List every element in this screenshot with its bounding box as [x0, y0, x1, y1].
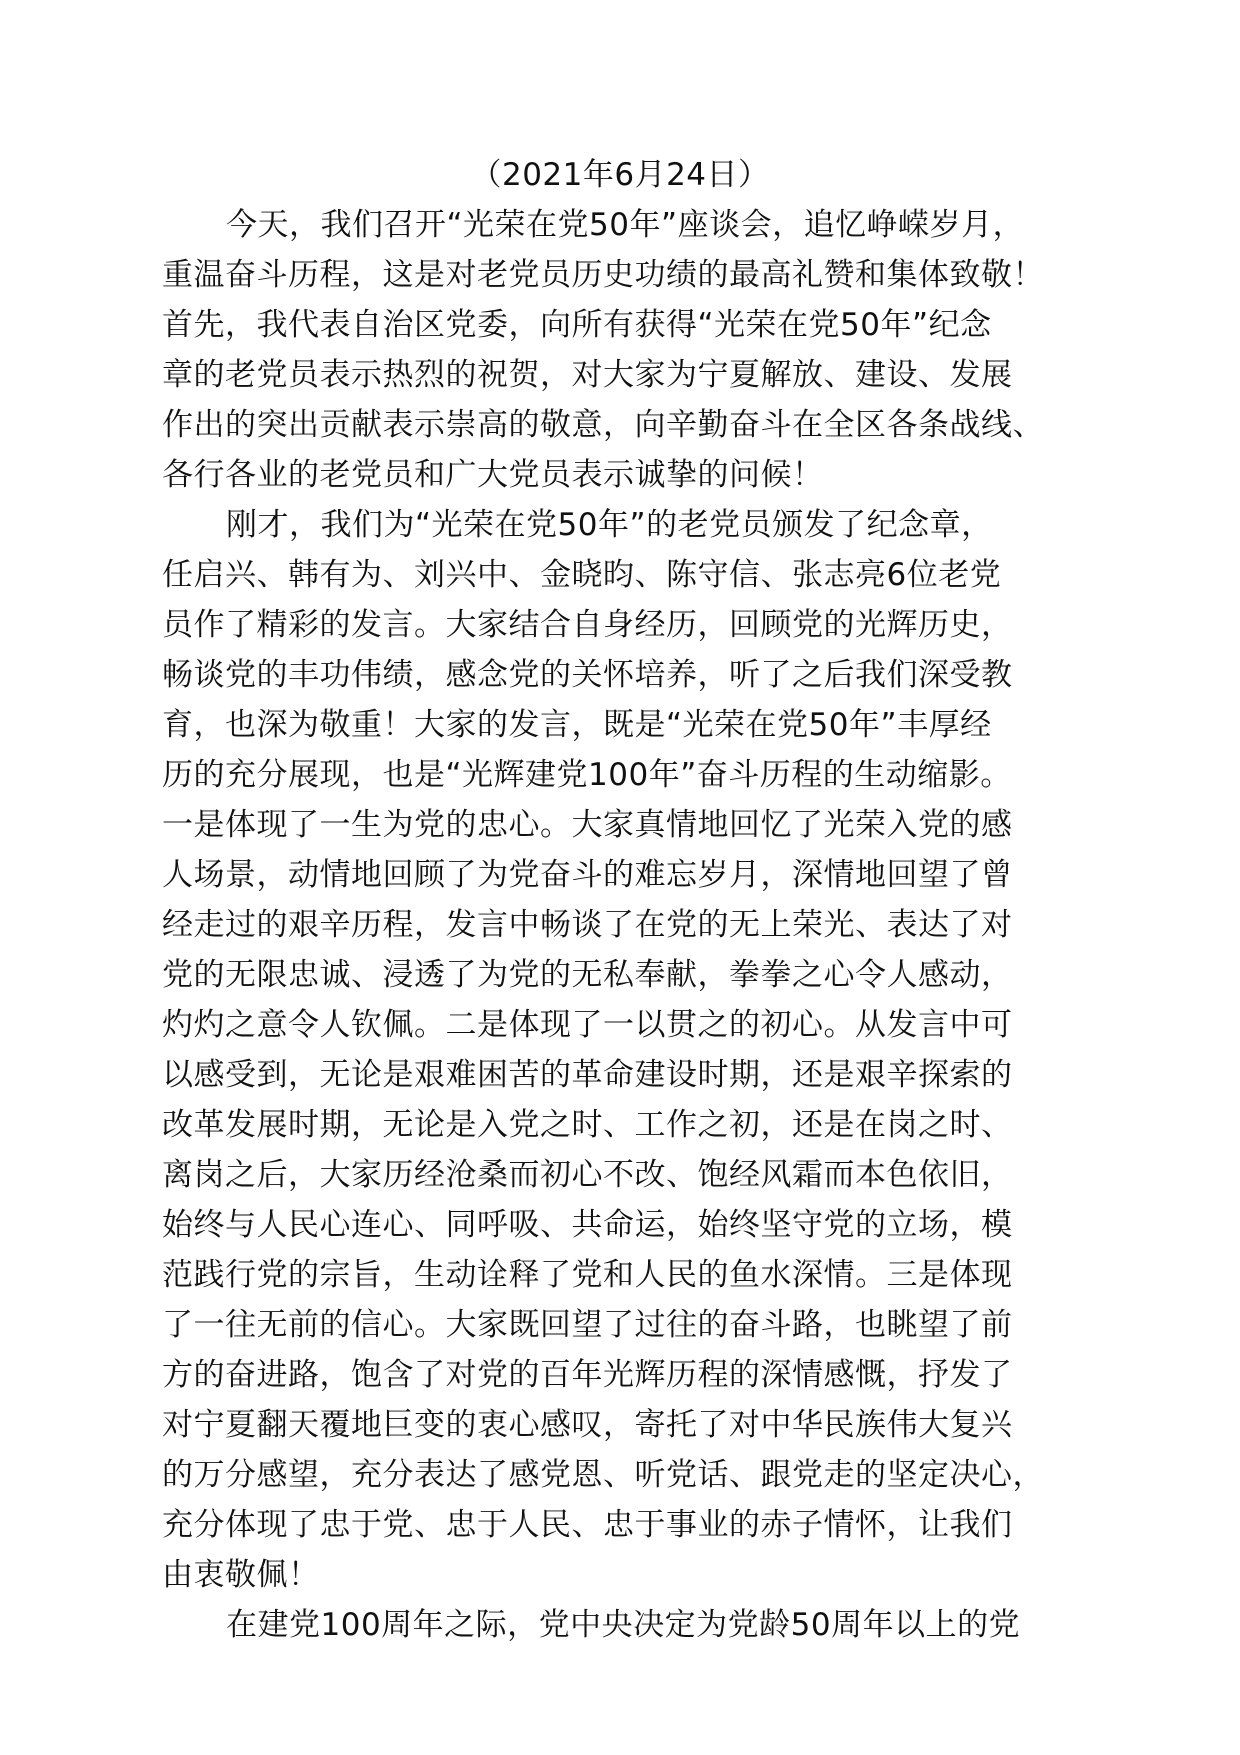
paragraph-2-line: 党的无限忠诚、浸透了为党的无私奉献，拳拳之心令人感动， [162, 957, 1013, 993]
paragraph-1-line: 今天，我们召开“光荣在党50年”座谈会，追忆峥嵘岁月， [226, 207, 1025, 243]
paragraph-1-line: 作出的突出贡献表示崇高的敬意，向辛勤奋斗在全区各条战线、 [162, 407, 1044, 443]
paragraph-1-line: 重温奋斗历程，这是对老党员历史功绩的最高礼赞和集体致敬！ [162, 257, 1044, 293]
paragraph-2-line: 由衷敬佩！ [162, 1557, 320, 1593]
paragraph-2-line: 育，也深为敬重！大家的发言，既是“光荣在党50年”丰厚经 [162, 707, 992, 743]
document-body [162, 200, 1092, 1650]
paragraph-2-line: 方的奋进路，饱含了对党的百年光辉历程的深情感慨，抒发了 [162, 1357, 1013, 1393]
paragraph-1-line: 各行各业的老党员和广大党员表示诚挚的问候！ [162, 457, 824, 493]
paragraph-2-line: 充分体现了忠于党、忠于人民、忠于事业的赤子情怀，让我们 [162, 1507, 1013, 1543]
paragraph-2-line: 改革发展时期，无论是入党之时、工作之初，还是在岗之时、 [162, 1107, 1013, 1143]
paragraph-2-line: 人场景，动情地回顾了为党奋斗的难忘岁月，深情地回望了曾 [162, 857, 1013, 893]
paragraph-2-line: 员作了精彩的发言。大家结合自身经历，回顾党的光辉历史， [162, 607, 1013, 643]
paragraph-2-line: 离岗之后，大家历经沧桑而初心不改、饱经风霜而本色依旧， [162, 1157, 1013, 1193]
paragraph-1-line: 首先，我代表自治区党委，向所有获得“光荣在党50年”纪念 [162, 307, 992, 343]
paragraph-2-line: 历的充分展现，也是“光辉建党100年”奋斗历程的生动缩影。 [162, 757, 1012, 793]
paragraph-2-line: 畅谈党的丰功伟绩，感念党的关怀培养，听了之后我们深受教 [162, 657, 1013, 693]
paragraph-2-line: 范践行党的宗旨，生动诠释了党和人民的鱼水深情。三是体现 [162, 1257, 1013, 1293]
paragraph-3-line: 在建党100周年之际，党中央决定为党龄50周年以上的党 [226, 1607, 1021, 1643]
paragraph-2-line: 一是体现了一生为党的忠心。大家真情地回忆了光荣入党的感 [162, 807, 1013, 843]
paragraph-2-line: 的万分感望，充分表达了感党恩、听党话、跟党走的坚定决心， [162, 1457, 1044, 1493]
document-date: （2021年6月24日） [470, 157, 770, 193]
paragraph-2-line: 以感受到，无论是艰难困苦的革命建设时期，还是艰辛探索的 [162, 1057, 1013, 1093]
paragraph-2-line: 始终与人民心连心、同呼吸、共命运，始终坚守党的立场，模 [162, 1207, 1013, 1243]
paragraph-2-line: 任启兴、韩有为、刘兴中、金晓昀、陈守信、张志亮6位老党 [162, 557, 1002, 593]
paragraph-2-line: 对宁夏翻天覆地巨变的衷心感叹，寄托了对中华民族伟大复兴 [162, 1407, 1013, 1443]
paragraph-2-line: 了一往无前的信心。大家既回望了过往的奋斗路，也眺望了前 [162, 1307, 1013, 1343]
paragraph-2-line: 经走过的艰辛历程，发言中畅谈了在党的无上荣光、表达了对 [162, 907, 1013, 943]
paragraph-2-line: 灼灼之意令人钦佩。二是体现了一以贯之的初心。从发言中可 [162, 1007, 1013, 1043]
paragraph-2-line: 刚才，我们为“光荣在党50年”的老党员颁发了纪念章， [226, 507, 993, 543]
paragraph-1-line: 章的老党员表示热烈的祝贺，对大家为宁夏解放、建设、发展 [162, 357, 1013, 393]
